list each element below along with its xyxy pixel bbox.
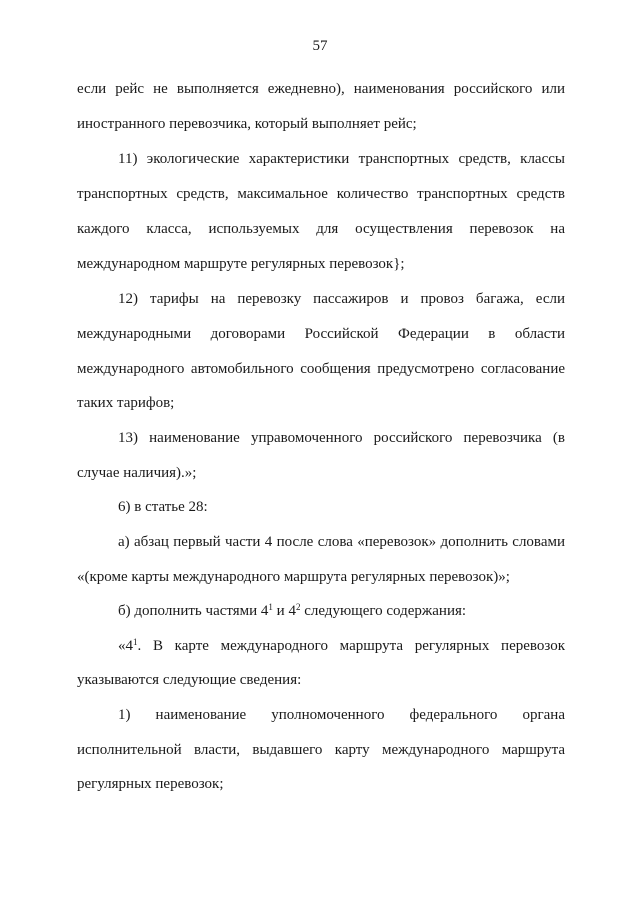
- text-line: международными договорами Российской Федерации в области: [77, 326, 565, 342]
- text-line: [118, 637, 565, 655]
- text-line: 1) наименование уполномоченного федерального органа: [118, 707, 565, 723]
- text-line: «(кроме карты международного маршрута регулярных перевозок)»;: [77, 569, 510, 585]
- page-number: 57: [312, 38, 328, 54]
- text-segment: . В карте международного маршрута регулярных перевозок: [137, 638, 565, 654]
- text-line: 12) тарифы на перевозку пассажиров и провоз багажа, если: [118, 291, 565, 307]
- text-segment: б) дополнить частями 4: [118, 603, 269, 619]
- text-segment: и 4: [276, 603, 296, 619]
- text-line: регулярных перевозок;: [77, 776, 224, 792]
- text-segment: «4: [118, 638, 133, 654]
- text-line: 13) наименование управомоченного российского перевозчика (в: [118, 430, 565, 446]
- text-line: международном маршруте регулярных перевозок};: [77, 256, 405, 272]
- text-line: указываются следующие сведения:: [77, 672, 302, 688]
- superscript: 1: [268, 602, 273, 612]
- superscript: 1: [133, 637, 138, 647]
- text-line: 11) экологические характеристики транспортных средств, классы: [118, 151, 565, 167]
- text-line: транспортных средств, максимальное количество транспортных средств: [77, 186, 565, 202]
- superscript: 2: [295, 602, 301, 612]
- text-line: таких тарифов;: [77, 395, 175, 411]
- text-line: а) абзац первый части 4 после слова «перевозок» дополнить словами: [118, 534, 565, 550]
- text-line: иностранного перевозчика, который выполняет рейс;: [77, 116, 417, 132]
- text-line: если рейс не выполняется ежедневно), наименования российского или: [77, 81, 565, 97]
- text-line: случае наличия).»;: [77, 465, 197, 481]
- text-line: [118, 602, 565, 620]
- text-line: международного автомобильного сообщения предусмотрено согласование: [77, 361, 565, 377]
- text-segment: следующего содержания:: [304, 603, 467, 619]
- text-line: 6) в статье 28:: [118, 499, 208, 515]
- text-line: каждого класса, используемых для осуществления перевозок на: [77, 221, 565, 237]
- text-line: исполнительной власти, выдавшего карту международного маршрута: [77, 742, 565, 758]
